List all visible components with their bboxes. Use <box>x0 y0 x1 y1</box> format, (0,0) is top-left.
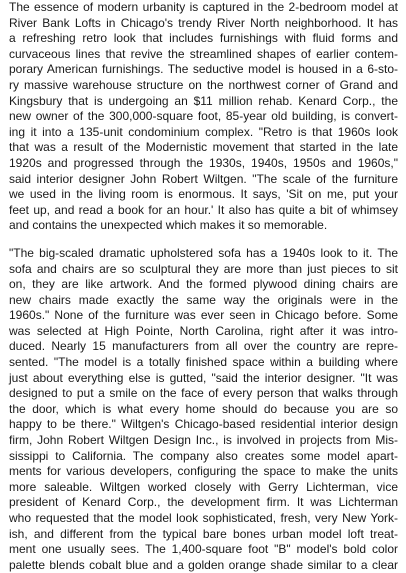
text-line: firm, John Robert Wiltgen Design Inc., is involved in projects from Mis- <box>9 433 398 448</box>
text-line: a refreshing retro look that includes furnishings with fluid forms and <box>9 31 398 46</box>
paragraph-sofa-and-furnishings <box>9 246 398 573</box>
text-line: happy to be there." Wiltgen's Chicago-based residential interior design <box>9 417 398 432</box>
text-line: designed to put a smile on the face of every person that walks through <box>9 386 398 401</box>
text-line: palette blends cobalt blue and a golden orange shade similar to a clear <box>9 557 398 572</box>
text-line: sissippi to California. The company also creates some model apart- <box>9 448 398 463</box>
text-line: "The big-scaled dramatic upholstered sofa has a 1940s look to it. The <box>9 245 398 260</box>
text-line: ish, and different from the typical bare bones urban model loft treat- <box>9 526 398 541</box>
text-line: more saleable. Wiltgen worked closely with Gerry Lichterman, vice <box>9 479 398 494</box>
text-line: just about everything else is gutted, "said the interior designer. "It was <box>9 370 398 385</box>
text-line: porary American furnishings. The seductive model is housed in a 6-sto- <box>9 62 398 77</box>
text-line: 1960s." None of the furniture was ever seen in Chicago before. Some <box>9 308 398 323</box>
text-line: ry massive warehouse structure on the northwest corner of Grand and <box>9 77 398 92</box>
paragraph-spacer <box>9 234 398 246</box>
text-line: new chairs made exactly the same way the originals were in the <box>9 292 398 307</box>
text-line: on, they are like artwork. And the formed plywood dining chairs are <box>9 277 398 292</box>
text-line: River Bank Lofts in Chicago's trendy River North neighborhood. It has <box>9 15 398 30</box>
text-line: president of Kenard Corp., the development firm. It was Lichterman <box>9 495 398 510</box>
paragraph-retro-model <box>9 0 398 234</box>
text-line: The essence of modern urbanity is captured in the 2-bedroom model at <box>9 0 398 14</box>
text-line: feet up, and read a book for an hour.' It also has quite a bit of whimsey <box>9 202 398 217</box>
text-line: new owner of the 300,000-square foot, 85-year old building, is convert- <box>9 109 398 124</box>
text-line: the door, which is what every home should do because you are so <box>9 401 398 416</box>
text-line: curvaceous lines that revive the streamlined shapes of earlier contem- <box>9 46 398 61</box>
text-line: sofa and chairs are so sculptural they are more than just pieces to sit <box>9 261 398 276</box>
text-line: Kingsbury that is undergoing an $11 million rehab. Kenard Corp., the <box>9 93 398 108</box>
text-line: ing it into a 135-unit condominium complex. "Retro is that 1960s look <box>9 124 398 139</box>
text-line: who requested that the model look sophisticated, fresh, very New York- <box>9 511 398 525</box>
text-line: and contains the unexpected which makes it so memorable. <box>9 218 328 233</box>
text-line: that was a result of the Modernistic movement that started in the late <box>9 140 398 155</box>
text-line: ment one usually sees. The 1,400-square foot "B" model's bold color <box>9 542 398 557</box>
text-line: we used in the living room is enormous. It says, 'Sit on me, put your <box>9 187 398 202</box>
text-line: sented. "The model is a totally finished space within a building where <box>9 355 398 370</box>
text-line: ments for various developers, configuring the space to make the units <box>9 464 398 479</box>
text-line: said interior designer John Robert Wiltgen. "The scale of the furniture <box>9 171 398 186</box>
text-line: 1920s and progressed through the 1930s, 1940s, 1950s and 1960s," <box>9 155 398 170</box>
text-line: was selected at High Pointe, North Carolina, right after it was intro- <box>9 323 398 338</box>
text-line: duced. Nearly 15 manufacturers from all over the country are repre- <box>9 339 398 354</box>
document-page <box>9 0 398 573</box>
